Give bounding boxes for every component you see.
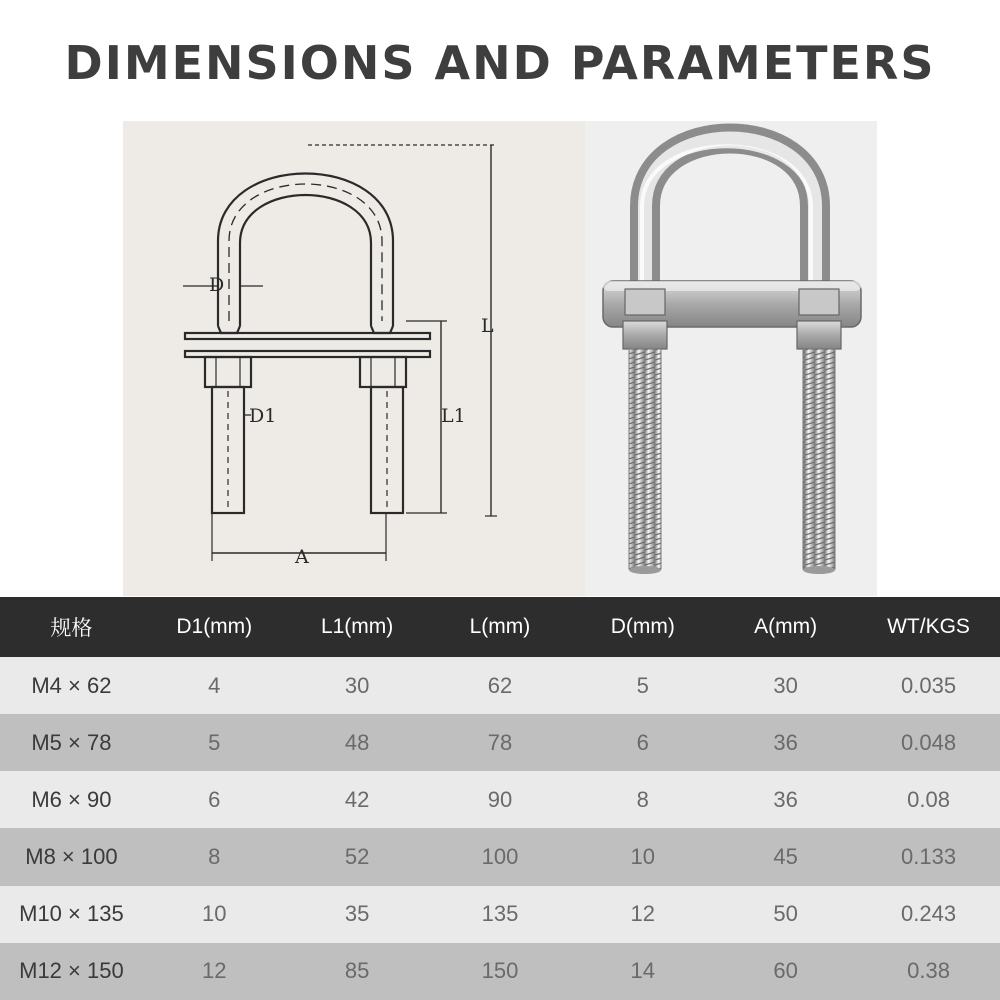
- cell-a: 36: [714, 714, 857, 771]
- u-bolt-drawing: [123, 121, 585, 596]
- cell-d: 10: [571, 828, 714, 885]
- technical-drawing: [123, 121, 585, 596]
- cell-l: 78: [429, 714, 572, 771]
- col-header-spec: 规格: [0, 597, 143, 657]
- col-header-d: D(mm): [571, 597, 714, 657]
- cell-spec: M10 × 135: [0, 886, 143, 943]
- cell-spec: M6 × 90: [0, 771, 143, 828]
- cell-d: 14: [571, 943, 714, 1000]
- cell-d1: 12: [143, 943, 286, 1000]
- col-header-l1: L1(mm): [286, 597, 429, 657]
- dim-label-l: L: [481, 315, 494, 337]
- table-row: [0, 828, 1000, 885]
- cell-l1: 48: [286, 714, 429, 771]
- cell-d: 12: [571, 886, 714, 943]
- cell-d1: 5: [143, 714, 286, 771]
- cell-a: 30: [714, 657, 857, 714]
- col-header-d1: D1(mm): [143, 597, 286, 657]
- cell-a: 45: [714, 828, 857, 885]
- table-header-row: [0, 597, 1000, 657]
- cell-d: 5: [571, 657, 714, 714]
- col-header-l: L(mm): [429, 597, 572, 657]
- cell-spec: M12 × 150: [0, 943, 143, 1000]
- table-row: [0, 657, 1000, 714]
- col-header-a: A(mm): [714, 597, 857, 657]
- cell-d1: 6: [143, 771, 286, 828]
- table-row: [0, 714, 1000, 771]
- cell-a: 36: [714, 771, 857, 828]
- cell-a: 50: [714, 886, 857, 943]
- cell-spec: M8 × 100: [0, 828, 143, 885]
- cell-d: 8: [571, 771, 714, 828]
- cell-l1: 85: [286, 943, 429, 1000]
- cell-d1: 10: [143, 886, 286, 943]
- cell-spec: M4 × 62: [0, 657, 143, 714]
- cell-l1: 35: [286, 886, 429, 943]
- cell-weight: 0.133: [857, 828, 1000, 885]
- cell-l: 90: [429, 771, 572, 828]
- cell-d1: 8: [143, 828, 286, 885]
- cell-weight: 0.243: [857, 886, 1000, 943]
- cell-l: 62: [429, 657, 572, 714]
- dim-label-d: D: [209, 274, 225, 296]
- product-photo: [585, 121, 877, 596]
- cell-l1: 52: [286, 828, 429, 885]
- dim-label-d1: D1: [249, 405, 277, 427]
- cell-weight: 0.048: [857, 714, 1000, 771]
- cell-weight: 0.035: [857, 657, 1000, 714]
- cell-l1: 30: [286, 657, 429, 714]
- cell-l: 135: [429, 886, 572, 943]
- cell-d1: 4: [143, 657, 286, 714]
- col-header-weight: WT/KGS: [857, 597, 1000, 657]
- cell-l1: 42: [286, 771, 429, 828]
- cell-spec: M5 × 78: [0, 714, 143, 771]
- cell-a: 60: [714, 943, 857, 1000]
- table-row: [0, 943, 1000, 1000]
- spec-table: [0, 597, 1000, 1000]
- dim-label-l1: L1: [441, 405, 466, 427]
- cell-d: 6: [571, 714, 714, 771]
- cell-weight: 0.08: [857, 771, 1000, 828]
- page-title: DIMENSIONS AND PARAMETERS: [64, 36, 936, 90]
- u-bolt-photo: [585, 121, 877, 596]
- cell-l: 100: [429, 828, 572, 885]
- dim-label-a: A: [295, 546, 309, 568]
- table-row: [0, 771, 1000, 828]
- cell-weight: 0.38: [857, 943, 1000, 1000]
- table-row: [0, 886, 1000, 943]
- cell-l: 150: [429, 943, 572, 1000]
